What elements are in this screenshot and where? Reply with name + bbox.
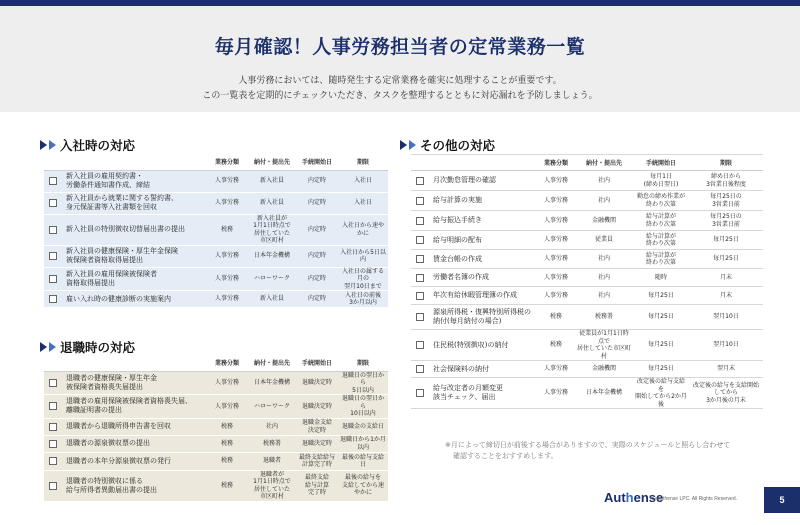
task-deadline: 月末 — [689, 269, 763, 287]
task-category: 人事労務 — [537, 269, 575, 287]
task-name: 新入社員から就業に関する誓約書、 身元保証書等入社書類を回収 — [62, 192, 206, 214]
task-start: 内定時 — [296, 214, 338, 245]
column-deadline: 期限 — [338, 355, 388, 371]
task-category: 人事労務 — [537, 287, 575, 305]
table-row — [411, 287, 763, 305]
task-submit-to: 税務署 — [575, 305, 633, 330]
task-category: 税務 — [206, 470, 248, 501]
task-name: 給与明細の配布 — [429, 231, 537, 250]
task-start: 退職決定時 — [296, 435, 338, 452]
task-submit-to: 日本年金機構 — [248, 371, 296, 395]
task-category: 人事労務 — [537, 191, 575, 211]
task-name: 退職者の源泉徴収票の提出 — [62, 435, 206, 452]
task-category: 人事労務 — [537, 171, 575, 191]
chevron-right-icon — [40, 140, 47, 150]
task-checkbox[interactable] — [49, 379, 57, 387]
chevron-right-icon — [49, 140, 56, 150]
table-row — [44, 192, 388, 214]
column-start: 手続開始日 — [296, 355, 338, 371]
task-start: 給与計算が 終わり次第 — [633, 231, 689, 250]
task-submit-to: 社内 — [575, 287, 633, 305]
chevron-right-icon — [409, 140, 416, 150]
task-start: 最終支給 給与計算 完了時 — [296, 470, 338, 501]
table-row — [44, 470, 388, 501]
table-row — [411, 305, 763, 330]
chevron-right-icon — [49, 342, 56, 352]
task-checkbox[interactable] — [49, 252, 57, 260]
task-start: 内定時 — [296, 192, 338, 214]
task-submit-to: 新入社員が 1月1日時点で 居住していた 市区町村 — [248, 214, 296, 245]
copyright-text: (c) Authense LPC. All Rights Reserved. — [650, 496, 737, 502]
section-title-nyusha: 入社時の対応 — [40, 136, 135, 154]
task-submit-to: 日本年金機構 — [575, 378, 633, 409]
task-name: 新入社員の特別徴収切替届出書の提出 — [62, 214, 206, 245]
chevron-right-icon — [400, 140, 407, 150]
description-line-1: 人事労務においては、随時発生する定常業務を確実に処理することが重要です。 — [238, 76, 562, 86]
task-checkbox[interactable] — [49, 275, 57, 283]
task-name: 給与計算の実施 — [429, 191, 537, 211]
task-submit-to: ハローワーク — [248, 395, 296, 419]
task-deadline: 最後の給与支給日 — [338, 452, 388, 470]
task-start: 勤怠の締め作業が 終わり次第 — [633, 191, 689, 211]
task-start: 改定後の給与支給を 開始してから2か月後 — [633, 378, 689, 409]
table-row — [44, 245, 388, 267]
task-submit-to: ハローワーク — [248, 267, 296, 291]
task-submit-to: 退職者が 1月1日時点で 居住していた 市区町村 — [248, 470, 296, 501]
task-checkbox[interactable] — [416, 197, 424, 205]
task-category: 税務 — [537, 305, 575, 330]
table-row — [44, 267, 388, 291]
table-row — [411, 378, 763, 409]
section-title-other: その他の対応 — [400, 136, 495, 154]
task-checkbox[interactable] — [49, 423, 57, 431]
header-banner — [0, 6, 800, 112]
task-deadline: 退職日から1か月以内 — [338, 435, 388, 452]
task-deadline: 退職日の翌日から 10日以内 — [338, 395, 388, 419]
task-name: 退職者の雇用保険被保険者資格喪失届、 離職証明書の提出 — [62, 395, 206, 419]
task-start: 最終支給給与 計算完了時 — [296, 452, 338, 470]
column-submit: 納付・提出先 — [575, 155, 633, 171]
task-category: 人事労務 — [206, 245, 248, 267]
table-row — [411, 231, 763, 250]
task-name: 新入社員の健康保険・厚生年金保険 被保険者資格取得届提出 — [62, 245, 206, 267]
column-category: 業務分類 — [206, 154, 248, 170]
task-start: 毎月25日 — [633, 305, 689, 330]
task-category: 人事労務 — [537, 211, 575, 231]
task-start: 毎月25日 — [633, 361, 689, 378]
table-row — [411, 191, 763, 211]
task-name: 社会保険料の納付 — [429, 361, 537, 378]
task-checkbox[interactable] — [49, 402, 57, 410]
task-start: 内定時 — [296, 267, 338, 291]
task-deadline: 締め日から 3営業日後程度 — [689, 171, 763, 191]
task-name: 月次勤怠管理の確認 — [429, 171, 537, 191]
task-submit-to: 社内 — [575, 191, 633, 211]
task-start: 退職決定時 — [296, 395, 338, 419]
task-checkbox[interactable] — [416, 177, 424, 185]
task-start: 給与計算が 終わり次第 — [633, 211, 689, 231]
table-row — [411, 330, 763, 361]
task-checkbox[interactable] — [416, 365, 424, 373]
table-row — [44, 395, 388, 419]
other-table — [411, 154, 763, 409]
task-name: 退職者から退職所得申告書を回収 — [62, 418, 206, 435]
task-submit-to: 税務署 — [248, 435, 296, 452]
table-row — [44, 214, 388, 245]
task-deadline: 月末 — [689, 287, 763, 305]
column-submit: 納付・提出先 — [248, 154, 296, 170]
task-checkbox[interactable] — [416, 313, 424, 321]
page-title: 毎月確認！人事労務担当者の定常業務一覧 — [214, 36, 586, 58]
task-deadline: 翌月10日 — [689, 305, 763, 330]
table-header — [44, 154, 388, 170]
task-deadline: 退職日の翌日から 5日以内 — [338, 371, 388, 395]
task-deadline: 退職金の支給日 — [338, 418, 388, 435]
task-submit-to: 新入社員 — [248, 192, 296, 214]
column-category: 業務分類 — [206, 355, 248, 371]
nyusha-table — [44, 154, 388, 308]
column-deadline: 期限 — [689, 155, 763, 171]
task-start: 毎月25日 — [633, 287, 689, 305]
task-deadline: 毎月25日 — [689, 231, 763, 250]
table-row — [44, 435, 388, 452]
task-name: 退職者の特別徴収に係る 給与所得者異動届出書の提出 — [62, 470, 206, 501]
task-name: 労働者名簿の作成 — [429, 269, 537, 287]
task-name: 住民税(特別徴収)の納付 — [429, 330, 537, 361]
task-deadline: 翌月末 — [689, 361, 763, 378]
task-deadline: 最後の給与を 支給してから速やかに — [338, 470, 388, 501]
task-category: 人事労務 — [537, 250, 575, 269]
table-row — [44, 452, 388, 470]
task-submit-to: 社内 — [575, 171, 633, 191]
table-row — [411, 211, 763, 231]
table-header — [411, 155, 763, 171]
page-number: 5 — [764, 487, 800, 513]
task-name: 給与振込手続き — [429, 211, 537, 231]
task-submit-to: 従業員が1月1日時点で 居住していた市区町村 — [577, 330, 632, 360]
task-checkbox[interactable] — [49, 440, 57, 448]
task-checkbox[interactable] — [49, 295, 57, 303]
task-name: 賃金台帳の作成 — [429, 250, 537, 269]
task-deadline: 入社日から速やかに — [338, 214, 388, 245]
task-category: 人事労務 — [206, 395, 248, 419]
description-line-2: この一覧表を定期的にチェックいただき、タスクを整理するとともに対応漏れを予防しましょう。 — [202, 91, 598, 101]
task-submit-to: 退職者 — [248, 452, 296, 470]
task-name: 給与改定者の月額変更 該当チェック、届出 — [429, 378, 537, 409]
table-row — [44, 291, 388, 308]
column-category: 業務分類 — [537, 155, 575, 171]
task-submit-to: 社内 — [575, 250, 633, 269]
task-name: 新入社員の雇用契約書・ 労働条件通知書作成、締結 — [62, 170, 206, 192]
task-deadline: 入社日 — [338, 192, 388, 214]
table-row — [44, 170, 388, 192]
task-checkbox[interactable] — [416, 274, 424, 282]
task-name: 退職者の本年分源泉徴収票の発行 — [62, 452, 206, 470]
task-name: 年次有給休暇管理簿の作成 — [429, 287, 537, 305]
task-category: 税務 — [206, 214, 248, 245]
task-category: 税務 — [537, 330, 575, 361]
task-name: 源泉所得税・復興特別所得税の 納付(毎月納付の場合) — [429, 305, 537, 330]
task-deadline: 毎月25日の 3営業日前 — [689, 191, 763, 211]
task-name: 新入社員の雇用保険被保険者 資格取得届提出 — [62, 267, 206, 291]
task-deadline: 改定後の給与を支給開始してから 3か月後の月末 — [689, 378, 763, 409]
company-logo: Authense — [604, 490, 664, 505]
task-checkbox[interactable] — [49, 177, 57, 185]
task-checkbox[interactable] — [49, 199, 57, 207]
task-start: 毎月1日 (締め日翌日) — [633, 171, 689, 191]
task-checkbox[interactable] — [416, 255, 424, 263]
task-submit-to: 金融機関 — [575, 211, 633, 231]
task-start: 退職決定時 — [296, 371, 338, 395]
task-checkbox[interactable] — [416, 217, 424, 225]
task-submit-to: 日本年金機構 — [248, 245, 296, 267]
table-row — [44, 371, 388, 395]
section-title-taishoku: 退職時の対応 — [40, 338, 135, 356]
column-start: 手続開始日 — [633, 155, 689, 171]
task-start: 内定時 — [296, 170, 338, 192]
task-category: 人事労務 — [537, 231, 575, 250]
task-checkbox[interactable] — [416, 236, 424, 244]
column-deadline: 期限 — [338, 154, 388, 170]
table-header — [44, 355, 388, 371]
chevron-right-icon — [40, 342, 47, 352]
task-category: 人事労務 — [206, 291, 248, 308]
task-category: 税務 — [206, 435, 248, 452]
task-name: 雇い入れ時の健康診断の実施案内 — [62, 291, 206, 308]
table-row — [411, 171, 763, 191]
task-submit-to: 新入社員 — [248, 291, 296, 308]
task-start: 内定時 — [296, 291, 338, 308]
task-deadline: 翌月10日 — [689, 330, 763, 361]
task-submit-to: 新入社員 — [248, 170, 296, 192]
task-checkbox[interactable] — [416, 389, 424, 397]
task-deadline: 毎月25日 — [689, 250, 763, 269]
task-start: 随時 — [633, 269, 689, 287]
column-submit: 納付・提出先 — [248, 355, 296, 371]
table-row — [44, 418, 388, 435]
task-checkbox[interactable] — [416, 292, 424, 300]
task-category: 人事労務 — [206, 371, 248, 395]
task-submit-to: 金融機関 — [575, 361, 633, 378]
task-category: 税務 — [206, 452, 248, 470]
task-deadline: 入社日 — [338, 170, 388, 192]
task-category: 税務 — [206, 418, 248, 435]
task-start: 内定時 — [296, 245, 338, 267]
table-row — [411, 361, 763, 378]
table-row — [411, 269, 763, 287]
task-category: 人事労務 — [537, 361, 575, 378]
task-checkbox[interactable] — [416, 341, 424, 349]
task-category: 人事労務 — [537, 378, 575, 409]
footnote: ※月によって締切日が前後する場合がありますので、実際のスケジュールと照らし合わせて 確認することをおすすめします。 — [445, 441, 731, 460]
task-submit-to: 社内 — [248, 418, 296, 435]
task-checkbox[interactable] — [49, 457, 57, 465]
task-category: 人事労務 — [206, 170, 248, 192]
task-name: 退職者の健康保険・厚生年金 被保険者資格喪失届提出 — [62, 371, 206, 395]
task-deadline: 入社日の前後 3か月以内 — [338, 291, 388, 308]
task-submit-to: 社内 — [575, 269, 633, 287]
task-checkbox[interactable] — [49, 482, 57, 490]
task-checkbox[interactable] — [49, 226, 57, 234]
task-start: 退職金支給 決定時 — [296, 418, 338, 435]
table-row — [411, 250, 763, 269]
task-start: 毎月25日 — [633, 330, 689, 361]
task-deadline: 毎月25日の 3営業日前 — [689, 211, 763, 231]
taishoku-table — [44, 355, 388, 502]
task-deadline: 入社日の属する月の 翌月10日まで — [338, 267, 388, 291]
column-start: 手続開始日 — [296, 154, 338, 170]
task-category: 人事労務 — [206, 192, 248, 214]
task-category: 人事労務 — [206, 267, 248, 291]
task-start: 給与計算が 終わり次第 — [633, 250, 689, 269]
task-deadline: 入社日から5日以内 — [338, 245, 388, 267]
task-submit-to: 従業員 — [575, 231, 633, 250]
